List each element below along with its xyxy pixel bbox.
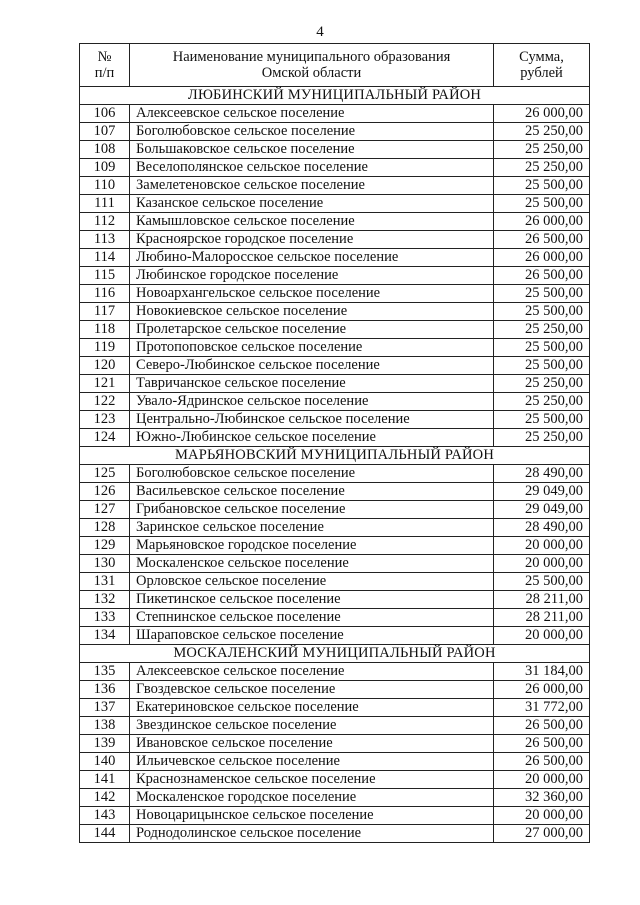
- table-row: [80, 231, 590, 249]
- row-number: 128: [80, 519, 130, 537]
- row-number: 141: [80, 771, 130, 789]
- row-name: Любино-Малоросское сельское поселение: [130, 249, 494, 267]
- table-row: [80, 303, 590, 321]
- row-sum: 25 500,00: [494, 411, 590, 429]
- table-row: [80, 105, 590, 123]
- row-name: Северо-Любинское сельское поселение: [130, 357, 494, 375]
- row-number: 114: [80, 249, 130, 267]
- row-sum: 29 049,00: [494, 501, 590, 519]
- table-row: [80, 807, 590, 825]
- row-number: 115: [80, 267, 130, 285]
- row-name: Васильевское сельское поселение: [130, 483, 494, 501]
- row-number: 112: [80, 213, 130, 231]
- row-number: 118: [80, 321, 130, 339]
- header-number: [80, 44, 130, 87]
- header-number-line1: №: [97, 49, 112, 65]
- table-row: [80, 537, 590, 555]
- table-row: [80, 429, 590, 447]
- row-name: Пролетарское сельское поселение: [130, 321, 494, 339]
- row-sum: 26 000,00: [494, 249, 590, 267]
- section-title: ЛЮБИНСКИЙ МУНИЦИПАЛЬНЫЙ РАЙОН: [80, 87, 590, 105]
- row-name: Заринское сельское поселение: [130, 519, 494, 537]
- row-number: 125: [80, 465, 130, 483]
- section-title: МОСКАЛЕНСКИЙ МУНИЦИПАЛЬНЫЙ РАЙОН: [80, 645, 590, 663]
- row-number: 119: [80, 339, 130, 357]
- table-row: [80, 771, 590, 789]
- row-sum: 20 000,00: [494, 771, 590, 789]
- row-name: Новокиевское сельское поселение: [130, 303, 494, 321]
- table-row: [80, 375, 590, 393]
- row-name: Пикетинское сельское поселение: [130, 591, 494, 609]
- row-number: 139: [80, 735, 130, 753]
- table-row: [80, 321, 590, 339]
- table-row: [80, 825, 590, 843]
- table-row: [80, 681, 590, 699]
- header-name: [130, 44, 494, 87]
- row-number: 138: [80, 717, 130, 735]
- row-name: Веселополянское сельское поселение: [130, 159, 494, 177]
- row-sum: 26 500,00: [494, 753, 590, 771]
- row-name: Марьяновское городское поселение: [130, 537, 494, 555]
- row-number: 121: [80, 375, 130, 393]
- row-sum: 29 049,00: [494, 483, 590, 501]
- row-name: Новоархангельское сельское поселение: [130, 285, 494, 303]
- row-number: 108: [80, 141, 130, 159]
- section-header-row: [80, 87, 590, 105]
- row-name: Казанское сельское поселение: [130, 195, 494, 213]
- row-name: Роднодолинское сельское поселение: [130, 825, 494, 843]
- row-sum: 25 500,00: [494, 357, 590, 375]
- row-name: Краснознаменское сельское поселение: [130, 771, 494, 789]
- row-number: 120: [80, 357, 130, 375]
- table-row: [80, 555, 590, 573]
- row-name: Ильичевское сельское поселение: [130, 753, 494, 771]
- row-name: Москаленское сельское поселение: [130, 555, 494, 573]
- table-row: [80, 159, 590, 177]
- row-sum: 26 500,00: [494, 267, 590, 285]
- row-sum: 26 500,00: [494, 735, 590, 753]
- table-row: [80, 123, 590, 141]
- table-row: [80, 195, 590, 213]
- row-sum: 26 500,00: [494, 231, 590, 249]
- row-name: Алексеевское сельское поселение: [130, 663, 494, 681]
- row-number: 136: [80, 681, 130, 699]
- row-number: 123: [80, 411, 130, 429]
- row-sum: 28 211,00: [494, 609, 590, 627]
- row-sum: 20 000,00: [494, 807, 590, 825]
- table-row: [80, 411, 590, 429]
- table-row: [80, 789, 590, 807]
- table-header-row: [80, 44, 590, 87]
- row-number: 132: [80, 591, 130, 609]
- table-row: [80, 753, 590, 771]
- row-number: 116: [80, 285, 130, 303]
- table-row: [80, 501, 590, 519]
- table-row: [80, 357, 590, 375]
- row-name: Звездинское сельское поселение: [130, 717, 494, 735]
- section-title: МАРЬЯНОВСКИЙ МУНИЦИПАЛЬНЫЙ РАЙОН: [80, 447, 590, 465]
- row-name: Орловское сельское поселение: [130, 573, 494, 591]
- table-row: [80, 285, 590, 303]
- row-sum: 26 000,00: [494, 213, 590, 231]
- row-sum: 25 500,00: [494, 177, 590, 195]
- table-row: [80, 267, 590, 285]
- row-name: Екатериновское сельское поселение: [130, 699, 494, 717]
- row-sum: 25 500,00: [494, 285, 590, 303]
- row-name: Москаленское городское поселение: [130, 789, 494, 807]
- row-name: Красноярское городское поселение: [130, 231, 494, 249]
- table-row: [80, 213, 590, 231]
- header-sum-line1: Сумма,: [519, 49, 564, 65]
- row-name: Боголюбовское сельское поселение: [130, 465, 494, 483]
- row-sum: 25 500,00: [494, 195, 590, 213]
- row-number: 111: [80, 195, 130, 213]
- header-name-line1: Наименование муниципального образования: [172, 49, 451, 65]
- table-body: [80, 44, 590, 843]
- row-number: 129: [80, 537, 130, 555]
- row-sum: 31 772,00: [494, 699, 590, 717]
- row-name: Южно-Любинское сельское поселение: [130, 429, 494, 447]
- row-number: 124: [80, 429, 130, 447]
- table-row: [80, 735, 590, 753]
- row-sum: 25 250,00: [494, 375, 590, 393]
- row-name: Большаковское сельское поселение: [130, 141, 494, 159]
- row-sum: 20 000,00: [494, 537, 590, 555]
- table-row: [80, 699, 590, 717]
- row-number: 106: [80, 105, 130, 123]
- allocation-table: [79, 43, 590, 843]
- section-header-row: [80, 645, 590, 663]
- row-sum: 32 360,00: [494, 789, 590, 807]
- row-number: 134: [80, 627, 130, 645]
- row-sum: 28 490,00: [494, 465, 590, 483]
- row-number: 131: [80, 573, 130, 591]
- row-sum: 26 000,00: [494, 681, 590, 699]
- row-name: Новоцарицынское сельское поселение: [130, 807, 494, 825]
- row-name: Алексеевское сельское поселение: [130, 105, 494, 123]
- table-row: [80, 141, 590, 159]
- table-row: [80, 483, 590, 501]
- row-sum: 20 000,00: [494, 627, 590, 645]
- table-row: [80, 663, 590, 681]
- row-sum: 26 500,00: [494, 717, 590, 735]
- section-header-row: [80, 447, 590, 465]
- header-sum-line2: рублей: [520, 65, 563, 81]
- header-name-line2: Омской области: [261, 65, 362, 81]
- table-row: [80, 249, 590, 267]
- table-row: [80, 465, 590, 483]
- row-name: Шараповское сельское поселение: [130, 627, 494, 645]
- row-sum: 25 500,00: [494, 573, 590, 591]
- row-sum: 25 500,00: [494, 303, 590, 321]
- table-row: [80, 717, 590, 735]
- row-name: Замелетеновское сельское поселение: [130, 177, 494, 195]
- row-name: Камышловское сельское поселение: [130, 213, 494, 231]
- row-sum: 25 250,00: [494, 141, 590, 159]
- row-sum: 26 000,00: [494, 105, 590, 123]
- row-number: 126: [80, 483, 130, 501]
- table-row: [80, 177, 590, 195]
- row-number: 117: [80, 303, 130, 321]
- row-sum: 28 490,00: [494, 519, 590, 537]
- table-row: [80, 339, 590, 357]
- row-sum: 25 250,00: [494, 393, 590, 411]
- table-row: [80, 573, 590, 591]
- row-number: 140: [80, 753, 130, 771]
- row-sum: 25 500,00: [494, 339, 590, 357]
- table-row: [80, 627, 590, 645]
- row-name: Любинское городское поселение: [130, 267, 494, 285]
- row-name: Гвоздевское сельское поселение: [130, 681, 494, 699]
- row-name: Степнинское сельское поселение: [130, 609, 494, 627]
- row-sum: 25 250,00: [494, 321, 590, 339]
- row-name: Протопоповское сельское поселение: [130, 339, 494, 357]
- row-number: 130: [80, 555, 130, 573]
- row-number: 113: [80, 231, 130, 249]
- page-number: 4: [316, 24, 324, 40]
- row-number: 133: [80, 609, 130, 627]
- row-sum: 25 250,00: [494, 123, 590, 141]
- row-sum: 25 250,00: [494, 159, 590, 177]
- row-number: 143: [80, 807, 130, 825]
- row-number: 109: [80, 159, 130, 177]
- table-row: [80, 591, 590, 609]
- row-sum: 25 250,00: [494, 429, 590, 447]
- row-name: Центрально-Любинское сельское поселение: [130, 411, 494, 429]
- header-sum: [494, 44, 590, 87]
- row-number: 135: [80, 663, 130, 681]
- row-number: 122: [80, 393, 130, 411]
- table-row: [80, 609, 590, 627]
- row-sum: 31 184,00: [494, 663, 590, 681]
- table-row: [80, 519, 590, 537]
- row-sum: 28 211,00: [494, 591, 590, 609]
- row-number: 137: [80, 699, 130, 717]
- row-number: 110: [80, 177, 130, 195]
- row-name: Грибановское сельское поселение: [130, 501, 494, 519]
- row-number: 107: [80, 123, 130, 141]
- row-name: Боголюбовское сельское поселение: [130, 123, 494, 141]
- row-number: 142: [80, 789, 130, 807]
- row-sum: 20 000,00: [494, 555, 590, 573]
- table-row: [80, 393, 590, 411]
- row-number: 144: [80, 825, 130, 843]
- row-name: Ивановское сельское поселение: [130, 735, 494, 753]
- row-number: 127: [80, 501, 130, 519]
- header-number-line2: п/п: [94, 65, 115, 81]
- row-name: Увало-Ядринское сельское поселение: [130, 393, 494, 411]
- row-name: Тавричанское сельское поселение: [130, 375, 494, 393]
- row-sum: 27 000,00: [494, 825, 590, 843]
